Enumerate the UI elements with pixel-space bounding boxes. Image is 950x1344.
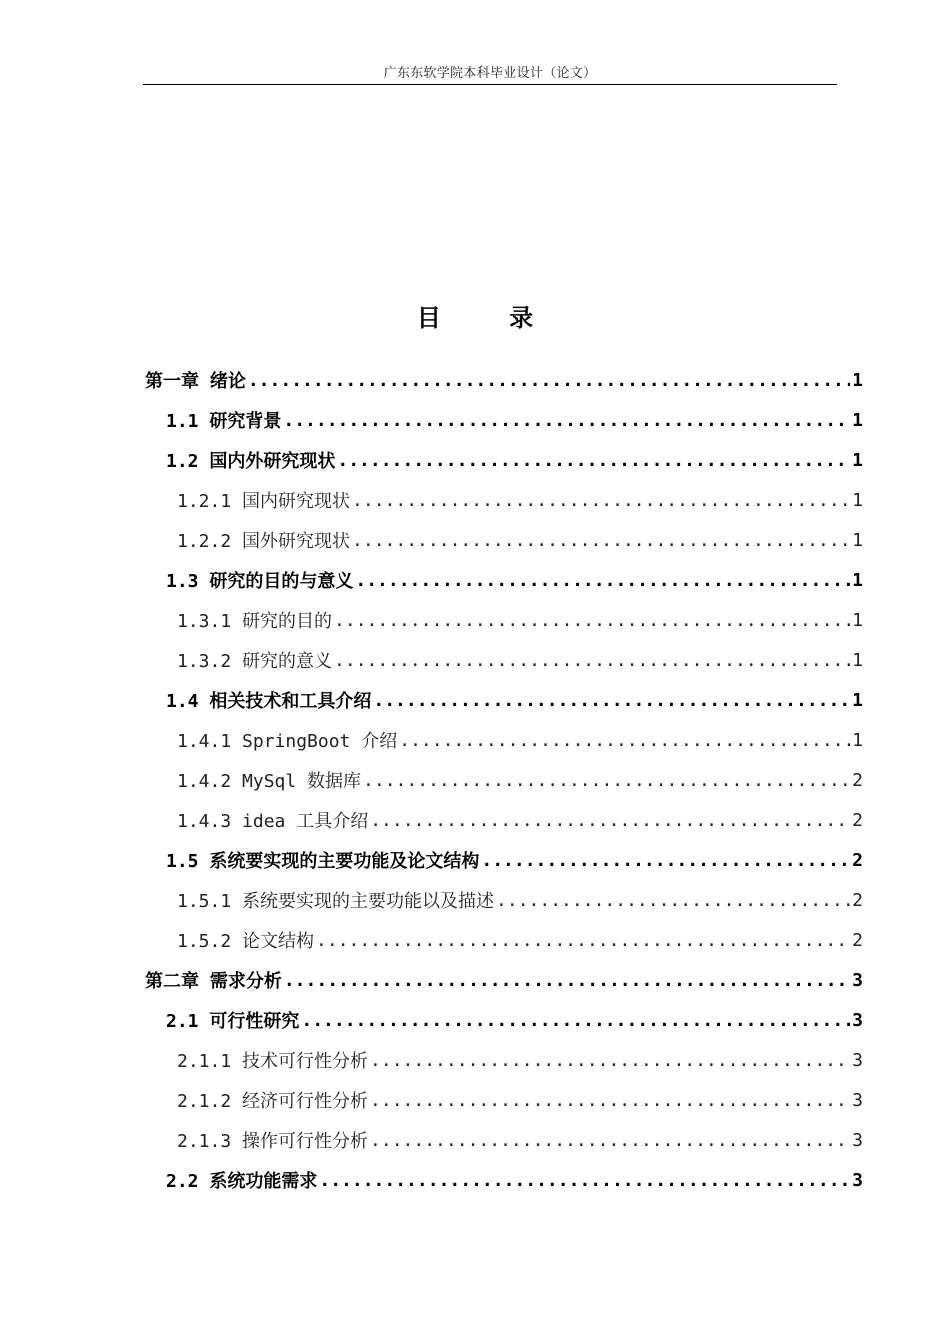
toc-entry-label: 1.4.1 SpringBoot 介绍 xyxy=(177,727,399,753)
toc-dot-leader xyxy=(481,850,850,871)
toc-entry[interactable] xyxy=(177,800,863,840)
toc-entry-label: 2.1.3 操作可行性分析 xyxy=(177,1127,370,1153)
toc-dot-leader xyxy=(301,1010,850,1031)
toc-entry-label: 1.5.1 系统要实现的主要功能以及描述 xyxy=(177,887,496,913)
toc-entry-page-number: 1 xyxy=(852,569,863,591)
toc-entry-page-number: 1 xyxy=(852,529,863,551)
table-of-contents xyxy=(0,360,950,1200)
toc-dot-leader xyxy=(352,530,850,551)
toc-entry[interactable] xyxy=(177,600,863,640)
toc-entry-page-number: 1 xyxy=(852,449,863,471)
toc-entry[interactable] xyxy=(177,480,863,520)
toc-dot-leader xyxy=(337,450,850,471)
toc-dot-leader xyxy=(319,1170,850,1191)
toc-entry[interactable] xyxy=(177,640,863,680)
toc-entry-page-number: 1 xyxy=(852,489,863,511)
toc-entry-page-number: 3 xyxy=(852,1129,863,1151)
toc-entry-label: 1.5.2 论文结构 xyxy=(177,927,316,953)
toc-entry-label: 1.4 相关技术和工具介绍 xyxy=(166,687,373,713)
toc-dot-leader xyxy=(370,1050,850,1071)
toc-dot-leader xyxy=(370,1130,850,1151)
toc-dot-leader xyxy=(334,650,850,671)
toc-entry[interactable] xyxy=(177,760,863,800)
toc-dot-leader xyxy=(370,1090,850,1111)
toc-entry-page-number: 3 xyxy=(852,969,863,991)
toc-entry-page-number: 2 xyxy=(852,849,863,871)
toc-entry[interactable] xyxy=(177,1040,863,1080)
page-header: 广东东软学院本科毕业设计（论文） xyxy=(143,64,837,85)
toc-entry-label: 1.2 国内外研究现状 xyxy=(166,447,337,473)
toc-entry-page-number: 3 xyxy=(852,1169,863,1191)
toc-entry-label: 1.2.1 国内研究现状 xyxy=(177,487,352,513)
toc-entry-page-number: 2 xyxy=(852,769,863,791)
toc-dot-leader xyxy=(283,410,850,431)
toc-entry-label: 2.2 系统功能需求 xyxy=(166,1167,319,1193)
toc-entry-page-number: 1 xyxy=(852,729,863,751)
toc-dot-leader xyxy=(496,890,850,911)
toc-entry-label: 1.3.2 研究的意义 xyxy=(177,647,334,673)
toc-entry-page-number: 1 xyxy=(852,409,863,431)
toc-entry[interactable] xyxy=(177,1080,863,1120)
toc-entry[interactable] xyxy=(145,960,863,1000)
toc-entry-page-number: 3 xyxy=(852,1049,863,1071)
toc-entry[interactable] xyxy=(166,1000,863,1040)
toc-entry[interactable] xyxy=(166,1160,863,1200)
toc-dot-leader xyxy=(370,810,850,831)
toc-entry-label: 1.5 系统要实现的主要功能及论文结构 xyxy=(166,847,481,873)
toc-entry[interactable] xyxy=(177,520,863,560)
toc-entry[interactable] xyxy=(177,920,863,960)
toc-dot-leader xyxy=(334,610,850,631)
toc-dot-leader xyxy=(352,490,850,511)
toc-entry-label: 1.3 研究的目的与意义 xyxy=(166,567,355,593)
toc-entry-page-number: 1 xyxy=(852,689,863,711)
toc-entry-label: 2.1 可行性研究 xyxy=(166,1007,301,1033)
toc-entry-label: 2.1.1 技术可行性分析 xyxy=(177,1047,370,1073)
toc-entry-page-number: 2 xyxy=(852,809,863,831)
toc-entry-label: 1.2.2 国外研究现状 xyxy=(177,527,352,553)
toc-entry-page-number: 1 xyxy=(852,369,863,391)
toc-entry[interactable] xyxy=(166,440,863,480)
toc-entry-page-number: 3 xyxy=(852,1089,863,1111)
toc-dot-leader xyxy=(363,770,850,791)
toc-dot-leader xyxy=(284,970,850,991)
toc-entry[interactable] xyxy=(166,560,863,600)
toc-entry[interactable] xyxy=(166,840,863,880)
toc-entry-page-number: 3 xyxy=(852,1009,863,1031)
toc-entry-label: 第一章 绪论 xyxy=(145,367,248,393)
toc-dot-leader xyxy=(355,570,850,591)
toc-entry-label: 1.1 研究背景 xyxy=(166,407,283,433)
toc-entry-label: 1.4.3 idea 工具介绍 xyxy=(177,807,370,833)
toc-entry[interactable] xyxy=(166,680,863,720)
toc-entry-label: 1.3.1 研究的目的 xyxy=(177,607,334,633)
toc-entry-label: 第二章 需求分析 xyxy=(145,967,284,993)
toc-entry-page-number: 1 xyxy=(852,609,863,631)
toc-entry-page-number: 2 xyxy=(852,929,863,951)
toc-entry-page-number: 2 xyxy=(852,889,863,911)
toc-entry[interactable] xyxy=(177,880,863,920)
toc-title: 目 录 xyxy=(416,304,564,332)
toc-dot-leader xyxy=(316,930,850,951)
toc-dot-leader xyxy=(373,690,850,711)
toc-entry[interactable] xyxy=(166,400,863,440)
toc-dot-leader xyxy=(248,370,850,391)
toc-entry-label: 1.4.2 MySql 数据库 xyxy=(177,767,363,793)
toc-entry-label: 2.1.2 经济可行性分析 xyxy=(177,1087,370,1113)
toc-entry[interactable] xyxy=(145,360,863,400)
toc-entry[interactable] xyxy=(177,720,863,760)
toc-dot-leader xyxy=(399,730,850,751)
toc-entry[interactable] xyxy=(177,1120,863,1160)
toc-entry-page-number: 1 xyxy=(852,649,863,671)
